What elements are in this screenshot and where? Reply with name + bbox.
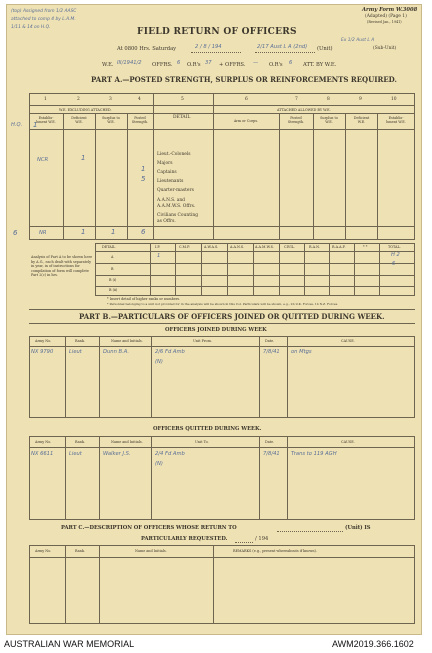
unit-handwritten: 2/17 Aust L A (2nd) [257,44,308,50]
joined-header-date: Date. [265,339,275,343]
footer-accession-number: AWM2019.366.1602 [332,639,414,649]
revised-label: (Revised Jan., 1941) [367,20,402,24]
detail-item-quarter-masters: Quarter-masters [157,188,194,193]
quitted-army-no: NX 6611 [31,451,54,457]
analysis-header-civil: CIVIL. [284,245,296,249]
part-a-title: PART A.—POSTED STRENGTH, SURPLUS OR REINFORCEMENTS REQUIRED. [91,75,397,84]
part-b-title: PART B.—PARTICULARS OF OFFICERS JOINED OR QUITTED DURING WEEK. [79,312,385,321]
col-number-3: 3 [109,97,112,102]
hand-col1b: NCR [37,157,49,163]
joined-header-cause: CAUSE. [341,339,355,343]
part-c-header-name: Name and Initials. [135,549,167,553]
analysis-header-detail: DETAIL [102,245,116,249]
top-left-annotation-3: 1/11 & 14 on H.Q. [11,25,51,30]
sub-unit-label: (Sub-Unit) [373,46,397,51]
joined-cause: on Mtgs [291,349,312,355]
joined-date: 7/8/41 [263,349,280,355]
plus-offrs-handwritten: — [253,60,259,66]
total-row-label: 6 [13,229,18,237]
unit-label: (Unit) [317,46,333,52]
row-label-hq: H.Q. [11,122,23,128]
top-left-annotation-1: (top) Assigned from 1/2 AASC [11,9,77,14]
joined-header-rank: Rank. [75,339,85,343]
part-c-header-remarks: REMARKS (e.g., present whereabouts if known). [233,549,317,553]
adapted-label: (Adapted) (Page 1) [365,14,407,19]
col-number-5: 5 [181,97,184,102]
joined-army-no: NX 9790 [31,349,54,355]
total-col2: 1 [81,228,86,236]
detail-item-majors: Majors [157,161,173,166]
detail-item-aans: A.A.N.S. and [157,198,185,203]
quitted-title: OFFICERS QUITTED DURING WEEK. [153,426,262,432]
analysis-header-cmp: C.M.P. [179,245,190,249]
quitted-unit-to: 2/4 Fd Amb [155,451,185,457]
footnote-2: * Personnel belonging to a unit not provided for in the analysis will be shown in this Col. Particulars will be shown, e.g., 2b U.K. Forces, 1b N.Z. Forces. [107,302,339,306]
joined-header-army-no: Army No. [35,339,52,343]
detail-item-as-offrs: as Offrs. [157,219,176,224]
quitted-rank: Lieut [69,451,82,457]
col-number-10: 10 [391,97,397,102]
analysis-header-total: TOTAL. [388,245,401,249]
quitted-header-cause: CAUSE. [341,440,355,444]
quitted-header-unit-to: Unit To. [195,440,209,444]
joined-header-unit-from: Unit From. [193,339,212,343]
army-form-number: Army Form W.3008 [362,7,418,13]
we-label: W.E. [102,62,114,68]
form-page [6,4,422,635]
quitted-header-army-no: Army No. [35,440,52,444]
header-surplus-right: Surplus to W.E. [320,116,338,124]
analysis-row-a: A [111,255,114,259]
analysis-row-b: B [111,267,114,271]
corner-handwritten: Ex 1/2 Aust L A [341,38,375,43]
total-col4: 6 [141,228,146,236]
hand-col4a: 1 [141,165,146,173]
ors-handwritten: 37 [205,60,212,66]
footer-institution: AUSTRALIAN WAR MEMORIAL [4,639,135,649]
we-handwritten: III/1941/2 [117,60,142,66]
analysis-note: Analysis of Part A to be shown here by A.G., each dealt with separately in year, in of instructions for compilation of form will complete Part 2(c) in hrs. [31,255,93,278]
quitted-cause: Trans to 119 AGH [291,451,337,457]
offrs-label: OFFRS. [152,62,173,68]
form-title: FIELD RETURN OF OFFICERS [137,27,297,37]
analysis-total-1: H 2 [391,252,400,258]
joined-rank: Lieut [69,349,82,355]
col-number-6: 6 [245,97,248,102]
analysis-header-aamws: A.A.M.W.S. [255,245,274,249]
analysis-header-awas: A.W.A.S. [204,245,219,249]
ors-handwritten-2: 6 [289,60,293,66]
analysis-header-raaf: R.A.A.F. [332,245,346,249]
part-c-date: / 194 [255,536,269,542]
att-by-we-label: ATT. BY W.E. [303,62,337,68]
col-number-9: 9 [359,97,362,102]
joined-header-name: Name and Initials. [111,339,143,343]
archive-footer [0,637,432,653]
analysis-header-ran: R.A.N. [309,245,320,249]
ors-label-2: O.R's [269,62,283,68]
joined-name: Dunn B.A. [103,349,130,355]
total-row-hand: NR [39,230,47,236]
detail-header: DETAIL [173,115,191,120]
top-left-annotation-2: attached to comp 4 by L.A.M. [11,17,76,22]
footnote-1: * Insert detail of higher ranks or numbers. [107,297,181,301]
quitted-header-rank: Rank. [75,440,85,444]
joined-unit-from-2: (N) [155,359,163,365]
detail-item-captains: Captains [157,170,177,175]
total-col3: 1 [111,228,116,236]
quitted-date: 7/8/41 [263,451,280,457]
quitted-name: Walker J.S. [103,451,131,457]
date-handwritten: 2 / 8 / 194 [195,44,222,50]
header-establishment: Establis- hment W.E. [36,116,56,124]
header-arm-or-corps: Arm or Corps. [233,119,259,123]
analysis-hand-ip: 1 [157,253,161,259]
attached-allowed-header: ATTACHED ALLOWED BY W.E. [277,108,331,112]
analysis-header-ip: I.P. [155,245,161,249]
hand-col2: 1 [81,154,86,162]
col-number-8: 8 [327,97,330,102]
analysis-row-bii: B (ii) [109,288,118,292]
ors-label: O.R's [187,62,201,68]
col-number-4: 4 [138,97,141,102]
offrs-handwritten: 6 [177,60,181,66]
part-c-title-2: PARTICULARLY REQUESTED. [141,536,228,542]
detail-item-civilians: Civilians Counting [157,213,199,218]
header-deficient-right: Deficient W.E. [353,116,370,124]
header-establishment-right: Establis- hment W.E. [386,116,406,124]
quitted-header-date: Date. [265,440,275,444]
part-c-header-army-no: Army No. [35,549,52,553]
at-line-label: At 0800 Hrs. Saturday [117,46,177,52]
plus-offrs-label: + OFFRS. [219,62,246,68]
detail-item-lieut-colonels: Lieut.-Colonels [157,152,191,157]
col-number-1: 1 [44,97,47,102]
analysis-row-bi: B (i) [109,278,117,282]
header-deficient: Deficient W.E. [71,116,87,124]
hand-col1: 1 [33,121,38,129]
header-posted-strength-right: Posted Strength. [287,116,305,124]
joined-unit-from: 2/6 Fd Amb [155,349,185,355]
quitted-header-name: Name and Initials. [111,440,143,444]
part-c-header-rank: Rank. [75,549,85,553]
analysis-header-aans: A.A.N.S. [230,245,245,249]
part-c-title-1: PART C.—DESCRIPTION OF OFFICERS WHOSE RETURN TO [61,525,237,531]
col-number-2: 2 [77,97,80,102]
header-surplus: Surplus to W.E. [102,116,120,124]
detail-item-lieutenants: Lieutenants [157,179,184,184]
joined-title: OFFICERS JOINED DURING WEEK [165,327,267,333]
we-excluding-header: W.E. EXCLUDING ATTACHED. [59,108,112,112]
col-number-7: 7 [295,97,298,102]
detail-item-aamws: A.A.M.W.S. Offrs. [157,204,196,209]
part-c-unit-label: (Unit) IS [345,525,371,531]
analysis-header-other: * * [363,245,368,249]
header-posted-strength: Posted Strength. [131,116,149,124]
hand-col4b: 5 [141,175,146,183]
analysis-total-2: 6 [392,261,396,267]
quitted-unit-to-2: (N) [155,461,163,467]
